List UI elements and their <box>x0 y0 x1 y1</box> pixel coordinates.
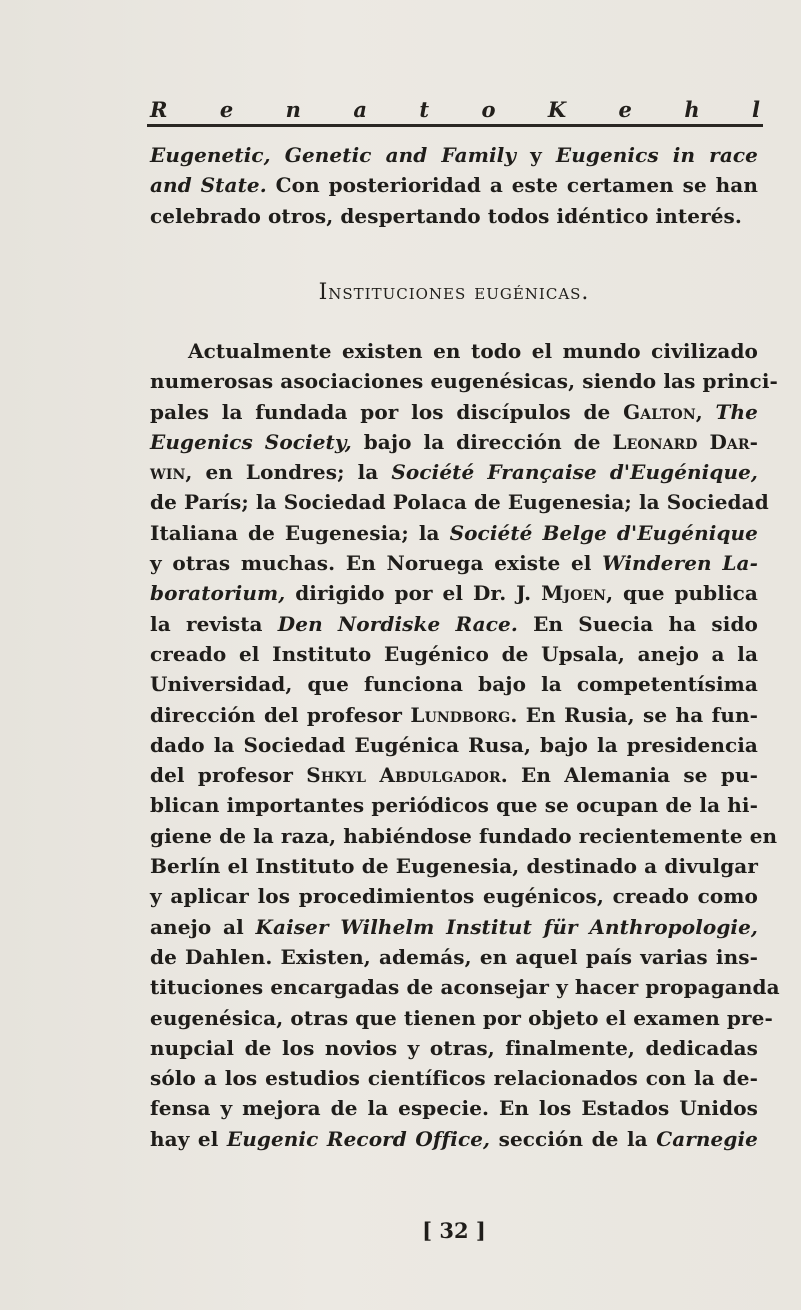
text-run: blican importantes periódicos que se ocupan de la hi- <box>150 793 758 818</box>
text-line <box>150 972 780 1002</box>
text-line <box>150 548 758 578</box>
text-run: Winderen La- <box>602 551 758 576</box>
text-run: celebrado otros, despertando todos idéntico interés. <box>150 203 742 228</box>
text-run: Carnegie <box>656 1126 758 1151</box>
running-head-letter: e <box>219 97 234 122</box>
text-run: Actualmente existen en todo el mundo civilizado <box>188 339 758 363</box>
text-run: de París; la Sociedad Polaca de Eugenesia; la Sociedad <box>150 490 769 515</box>
text-line <box>150 912 758 942</box>
running-head-letter: e <box>618 97 632 122</box>
text-line <box>150 730 758 760</box>
text-line <box>150 669 758 699</box>
text-run: hay el <box>150 1126 227 1151</box>
text-line <box>150 487 769 517</box>
text-run: Mjoen <box>541 581 607 606</box>
body-paragraph <box>150 336 780 1154</box>
text-run: y aplicar los procedimientos eugénicos, creado como <box>150 884 758 909</box>
text-run: sección de la <box>490 1126 657 1151</box>
text-run: giene de la raza, habiéndose fundado recientemente en <box>150 823 778 848</box>
text-run: Eugenetic, Genetic and Family <box>150 143 517 167</box>
text-line <box>150 170 758 200</box>
text-run: pales la fundada por los discípulos de <box>150 399 624 424</box>
text-line <box>150 639 758 669</box>
text-line <box>150 397 758 427</box>
text-run: Kaiser Wilhelm Institut für Anthropologie, <box>255 914 758 939</box>
text-line <box>150 881 758 911</box>
text-run: En Suecia ha sido <box>517 611 758 636</box>
text-run: bajo la dirección de <box>351 429 613 454</box>
running-head-letter: h <box>684 97 700 122</box>
text-line <box>150 821 778 851</box>
text-run: Berlín el Instituto de Eugenesia, destinado a divulgar <box>150 854 758 879</box>
text-line <box>150 427 758 457</box>
text-run: . En Alemania se pu- <box>500 763 759 788</box>
text-run: dirección del profesor <box>150 702 411 727</box>
header-rule <box>147 124 763 127</box>
text-run: , que publica <box>606 581 758 606</box>
page-number: [ 32 ] <box>422 1218 486 1243</box>
text-run: sólo a los estudios científicos relacionados con la de- <box>150 1066 758 1091</box>
text-run: , en Londres; la <box>185 460 392 485</box>
intro-paragraph <box>150 140 758 231</box>
text-line <box>150 1033 758 1063</box>
running-head-letter: R <box>150 97 168 122</box>
text-run: tituciones encargadas de aconsejar y hacer propaganda <box>150 975 780 1000</box>
running-head-letter: n <box>285 97 301 122</box>
text-run: fensa y mejora de la especie. En los Estados Unidos <box>150 1096 758 1121</box>
text-run: Italiana de Eugenesia; la <box>150 520 450 545</box>
text-run: eugenésica, otras que tienen por objeto el examen pre- <box>150 1005 773 1030</box>
text-line <box>150 790 758 820</box>
section-heading: Instituciones eugénicas. <box>318 280 590 305</box>
text-run: win <box>150 460 186 485</box>
text-line <box>150 578 758 608</box>
running-head-letter: l <box>752 97 760 122</box>
text-line <box>150 1063 758 1093</box>
text-line <box>150 366 778 396</box>
text-run: Lundborg <box>410 702 511 727</box>
text-line <box>150 1003 773 1033</box>
text-run: Société Française d'Eugénique, <box>391 460 758 485</box>
text-run: de Dahlen. Existen, además, en aquel país varias ins- <box>150 944 758 969</box>
running-head <box>150 92 760 122</box>
text-run: nupcial de los novios y otras, finalmente, dedicadas <box>150 1035 758 1060</box>
text-run: Eugenic Record Office, <box>226 1126 491 1151</box>
running-head-letter: t <box>419 97 430 122</box>
text-run: Shkyl Abdulgador <box>306 763 501 788</box>
text-run: Den Nordiske Race. <box>277 611 518 636</box>
text-run: The <box>715 399 758 424</box>
text-run: Con posterioridad a este certamen se han <box>266 173 758 198</box>
text-run: creado el Instituto Eugénico de Upsala, anejo a la <box>150 641 758 666</box>
text-line <box>150 760 758 790</box>
text-run: Leonard Dar- <box>612 429 758 454</box>
text-line <box>150 700 758 730</box>
text-run: y <box>516 143 556 167</box>
text-run: Société Belge d'Eugénique <box>449 520 758 545</box>
running-head-letter: K <box>547 97 567 122</box>
text-run: , <box>695 399 716 424</box>
text-run: Galton <box>623 399 696 424</box>
text-run: Universidad, que funciona bajo la competentísima <box>150 672 758 697</box>
text-line <box>150 201 758 231</box>
text-run: dado la Sociedad Eugénica Rusa, bajo la presidencia <box>150 732 758 757</box>
text-run: del profesor <box>150 763 307 788</box>
text-run: . En Rusia, se ha fun- <box>510 702 759 727</box>
text-line <box>150 1124 758 1154</box>
text-run: boratorium, <box>150 581 286 606</box>
text-line <box>150 457 758 487</box>
text-run: Eugenics Society, <box>150 429 352 454</box>
text-line <box>150 942 758 972</box>
text-run: Eugenics in race <box>555 143 758 167</box>
running-head-letter: a <box>353 97 367 122</box>
text-run: dirigido por el Dr. J. <box>285 581 542 606</box>
text-line <box>150 336 758 366</box>
text-line <box>150 609 758 639</box>
text-line <box>150 1093 758 1123</box>
text-line <box>150 851 758 881</box>
text-run: numerosas asociaciones eugenésicas, siendo las princi- <box>150 369 778 394</box>
text-run: and State. <box>150 173 267 198</box>
text-run: la revista <box>150 611 278 636</box>
running-head-letter: o <box>481 97 496 122</box>
text-run: anejo al <box>150 914 256 939</box>
text-line <box>150 518 758 548</box>
text-run: y otras muchas. En Noruega existe el <box>150 551 603 576</box>
text-line <box>150 140 758 170</box>
